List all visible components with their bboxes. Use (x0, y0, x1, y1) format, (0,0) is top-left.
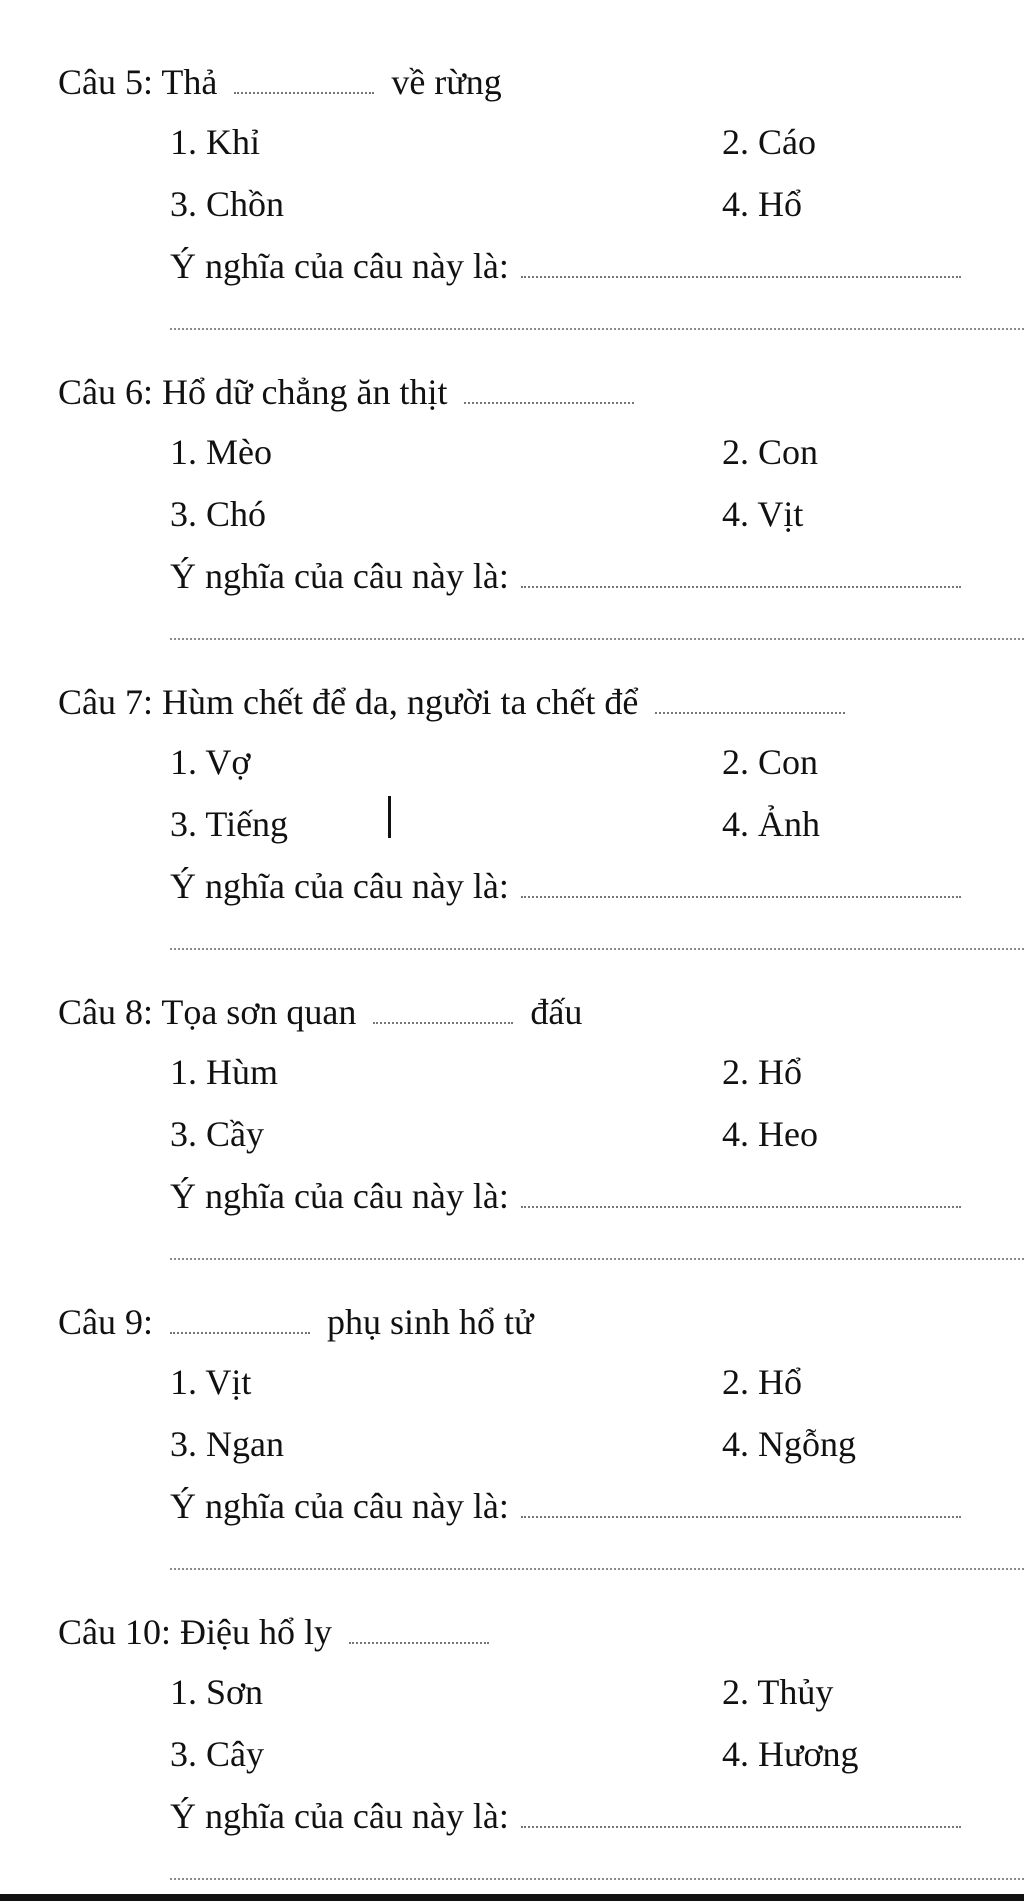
question-5-meaning-row (170, 248, 961, 284)
question-5-option-2: 2. Cáo (722, 122, 816, 162)
question-10-prefix: Câu 10: Điệu hổ ly (58, 1612, 332, 1652)
question-7-option-1: 1. Vợ (170, 742, 251, 782)
question-10 (0, 1550, 1024, 1860)
question-6-option-1: 1. Mèo (170, 432, 272, 472)
question-5-suffix: về rừng (391, 62, 502, 102)
question-5-blank[interactable] (234, 70, 374, 94)
question-9-prompt (58, 1304, 534, 1340)
question-9-blank[interactable] (170, 1310, 310, 1334)
question-5-meaning-fill[interactable] (521, 252, 961, 278)
question-7-meaning-row (170, 868, 961, 904)
question-9-suffix: phụ sinh hổ tử (327, 1302, 534, 1342)
question-9 (0, 1240, 1024, 1550)
question-8-option-4: 4. Heo (722, 1114, 818, 1154)
question-5-option-1: 1. Khỉ (170, 122, 260, 162)
question-7-option-4: 4. Ảnh (722, 804, 820, 844)
question-8-prompt (58, 994, 582, 1030)
question-7-prefix: Câu 7: Hùm chết để da, người ta chết để (58, 682, 639, 722)
question-10-meaning-fill[interactable] (521, 1802, 961, 1828)
question-8-meaning-fill[interactable] (521, 1182, 961, 1208)
question-9-option-3: 3. Ngan (170, 1424, 284, 1464)
question-7-prompt (58, 684, 853, 720)
question-9-meaning-label: Ý nghĩa của câu này là: (170, 1486, 509, 1526)
question-7-meaning-fill[interactable] (521, 872, 961, 898)
question-8-option-1: 1. Hùm (170, 1052, 278, 1092)
question-6-meaning-label: Ý nghĩa của câu này là: (170, 556, 509, 596)
question-10-option-1: 1. Sơn (170, 1672, 264, 1712)
question-9-meaning-row (170, 1488, 961, 1524)
question-8-option-2: 2. Hổ (722, 1052, 802, 1092)
question-10-meaning-row (170, 1798, 961, 1834)
question-7-option-3: 3. Tiếng (170, 804, 289, 844)
question-5-meaning-label: Ý nghĩa của câu này là: (170, 246, 509, 286)
question-8-option-3: 3. Cầy (170, 1114, 264, 1154)
question-10-prompt (58, 1614, 497, 1650)
question-5-option-4: 4. Hổ (722, 184, 802, 224)
question-6-meaning-row (170, 558, 961, 594)
question-5-prefix: Câu 5: Thả (58, 62, 218, 102)
question-6-option-3: 3. Chó (170, 494, 267, 534)
text-cursor (388, 796, 391, 838)
question-8-prefix: Câu 8: Tọa sơn quan (58, 992, 357, 1032)
question-8-suffix: đấu (530, 992, 583, 1032)
question-10-option-2: 2. Thủy (722, 1672, 834, 1712)
question-6 (0, 310, 1024, 620)
question-10-answer-line[interactable] (170, 1876, 1024, 1880)
bottom-edge-bar (0, 1894, 1024, 1901)
question-5-option-3: 3. Chồn (170, 184, 285, 224)
question-9-meaning-fill[interactable] (521, 1492, 961, 1518)
question-9-prefix: Câu 9: (58, 1302, 153, 1342)
question-8-meaning-label: Ý nghĩa của câu này là: (170, 1176, 509, 1216)
question-9-option-4: 4. Ngỗng (722, 1424, 856, 1464)
question-9-option-2: 2. Hổ (722, 1362, 802, 1402)
question-10-option-4: 4. Hương (722, 1734, 859, 1774)
question-10-meaning-label: Ý nghĩa của câu này là: (170, 1796, 509, 1836)
question-10-option-3: 3. Cây (170, 1734, 264, 1774)
question-6-option-4: 4. Vịt (722, 494, 804, 534)
question-8-blank[interactable] (373, 1000, 513, 1024)
question-5-prompt (58, 64, 502, 100)
question-6-option-2: 2. Con (722, 432, 819, 472)
question-7 (0, 620, 1024, 930)
question-9-option-1: 1. Vịt (170, 1362, 252, 1402)
question-6-prefix: Câu 6: Hổ dữ chẳng ăn thịt (58, 372, 448, 412)
question-6-prompt (58, 374, 642, 410)
question-7-blank[interactable] (655, 690, 845, 714)
question-8 (0, 930, 1024, 1240)
question-8-meaning-row (170, 1178, 961, 1214)
question-5 (0, 0, 1024, 310)
question-10-blank[interactable] (349, 1620, 489, 1644)
question-6-meaning-fill[interactable] (521, 562, 961, 588)
question-7-option-2: 2. Con (722, 742, 819, 782)
question-6-blank[interactable] (464, 380, 634, 404)
question-7-meaning-label: Ý nghĩa của câu này là: (170, 866, 509, 906)
